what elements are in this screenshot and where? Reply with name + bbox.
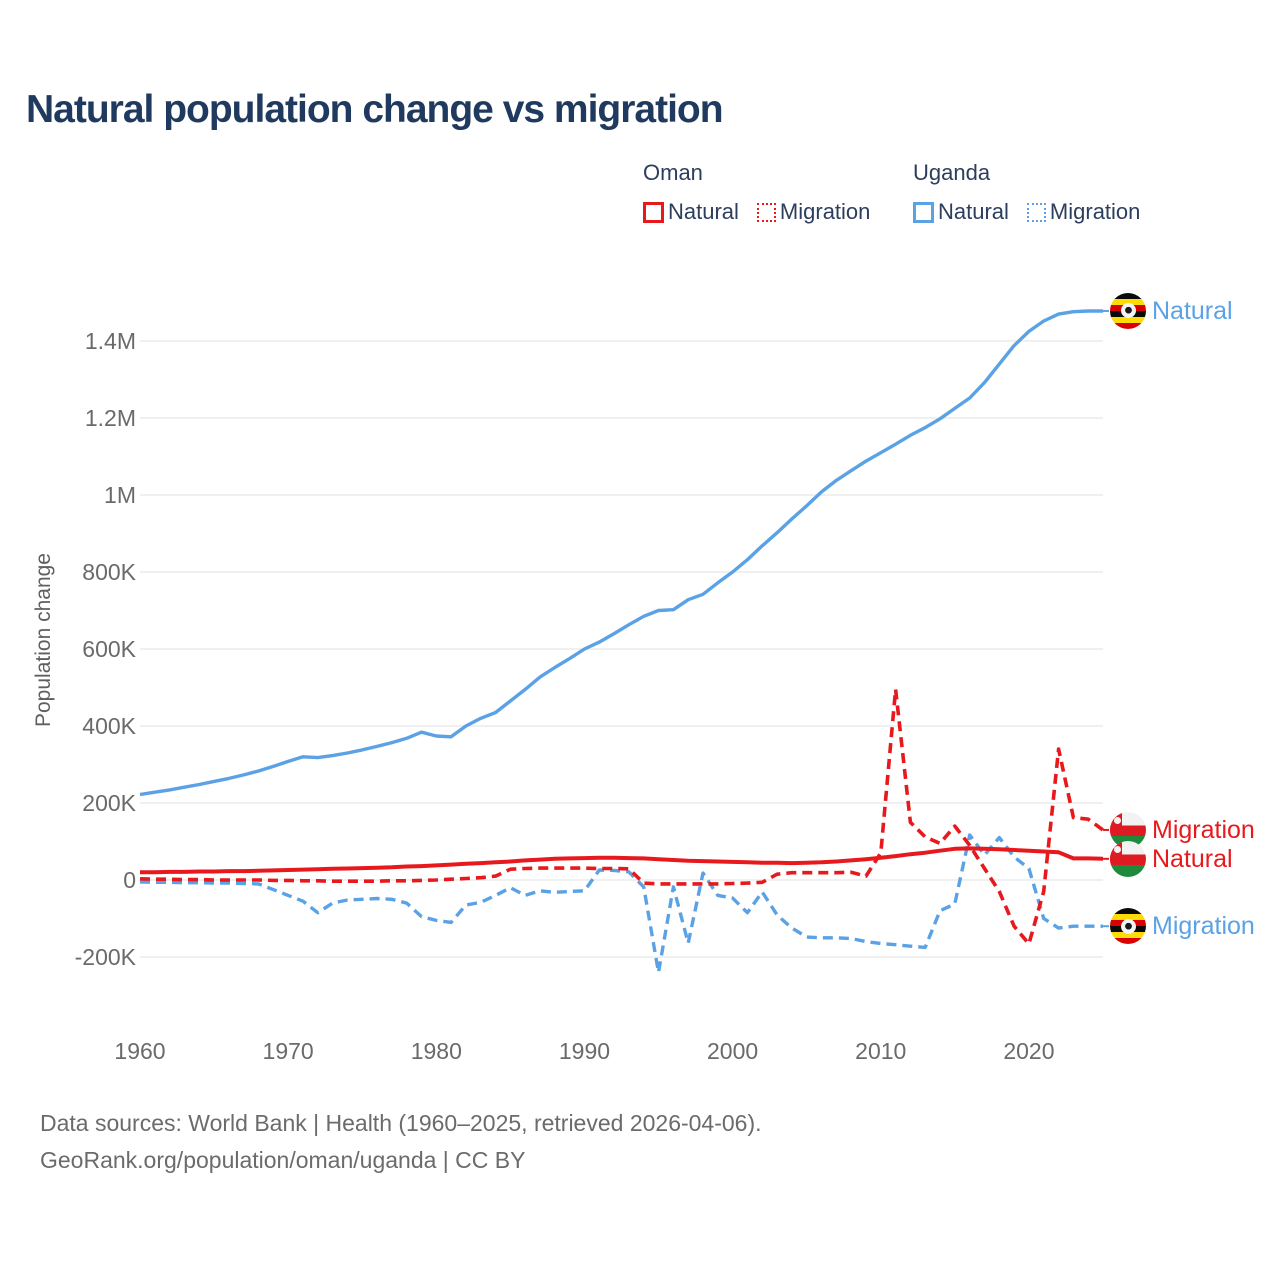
series-label-text: Migration — [1152, 815, 1255, 844]
x-tick-1980: 1980 — [410, 1038, 462, 1064]
legend-country-oman: Oman — [643, 160, 703, 185]
x-tick-1970: 1970 — [262, 1038, 314, 1064]
legend-item-label: Migration — [779, 199, 871, 224]
y-tick-800K: 800K — [82, 559, 136, 585]
legend-item-oman-migration[interactable] — [757, 199, 870, 225]
y-tick-1.2M: 1.2M — [84, 405, 136, 431]
series-line-oman_migration — [140, 689, 1103, 944]
chart-title: Natural population change vs migration — [26, 88, 723, 131]
y-tick-1.4M: 1.4M — [84, 328, 136, 354]
y-tick-1M: 1M — [104, 482, 136, 508]
series-label-uganda_natural — [1110, 293, 1233, 329]
y-tick--200K: -200K — [74, 944, 136, 970]
series-label-text: Migration — [1152, 912, 1255, 941]
series-line-uganda_natural — [140, 311, 1103, 795]
x-tick-2010: 2010 — [855, 1038, 907, 1064]
dotted-line-swatch-icon — [757, 203, 776, 222]
x-tick-1990: 1990 — [558, 1038, 611, 1064]
oman-flag-icon — [1110, 841, 1146, 877]
series-label-oman_natural — [1110, 841, 1233, 877]
uganda-flag-icon — [1110, 908, 1146, 944]
series-line-uganda_migration — [140, 835, 1103, 972]
y-tick-200K: 200K — [82, 790, 136, 816]
legend-item-uganda-migration[interactable] — [1027, 199, 1140, 225]
solid-line-swatch-icon — [913, 202, 934, 223]
legend-item-label: Natural — [668, 199, 739, 224]
y-tick-400K: 400K — [82, 713, 136, 739]
legend-country-uganda: Uganda — [913, 160, 991, 185]
x-tick-2000: 2000 — [707, 1038, 759, 1064]
uganda-flag-icon — [1110, 293, 1146, 329]
dotted-line-swatch-icon — [1027, 203, 1046, 222]
legend-item-label: Natural — [938, 199, 1009, 224]
solid-line-swatch-icon — [643, 202, 664, 223]
legend-group-oman — [643, 160, 888, 225]
x-tick-1960: 1960 — [114, 1038, 166, 1064]
y-axis-title: Population change — [32, 553, 55, 727]
x-tick-2020: 2020 — [1003, 1038, 1055, 1064]
y-tick-0: 0 — [123, 867, 136, 893]
legend-item-label: Migration — [1049, 199, 1141, 224]
series-label-uganda_migration — [1110, 908, 1255, 944]
legend-group-uganda — [913, 160, 1158, 225]
series-label-text: Natural — [1152, 296, 1233, 325]
legend-item-oman-natural[interactable] — [643, 199, 739, 225]
footer-attribution-link[interactable]: GeoRank.org/population/oman/uganda | CC BY — [40, 1147, 526, 1173]
y-tick-600K: 600K — [82, 636, 136, 662]
legend-item-uganda-natural[interactable] — [913, 199, 1009, 225]
series-label-text: Natural — [1152, 844, 1233, 873]
footer-data-sources: Data sources: World Bank | Health (1960–2025, retrieved 2026-04-06). — [40, 1110, 762, 1136]
